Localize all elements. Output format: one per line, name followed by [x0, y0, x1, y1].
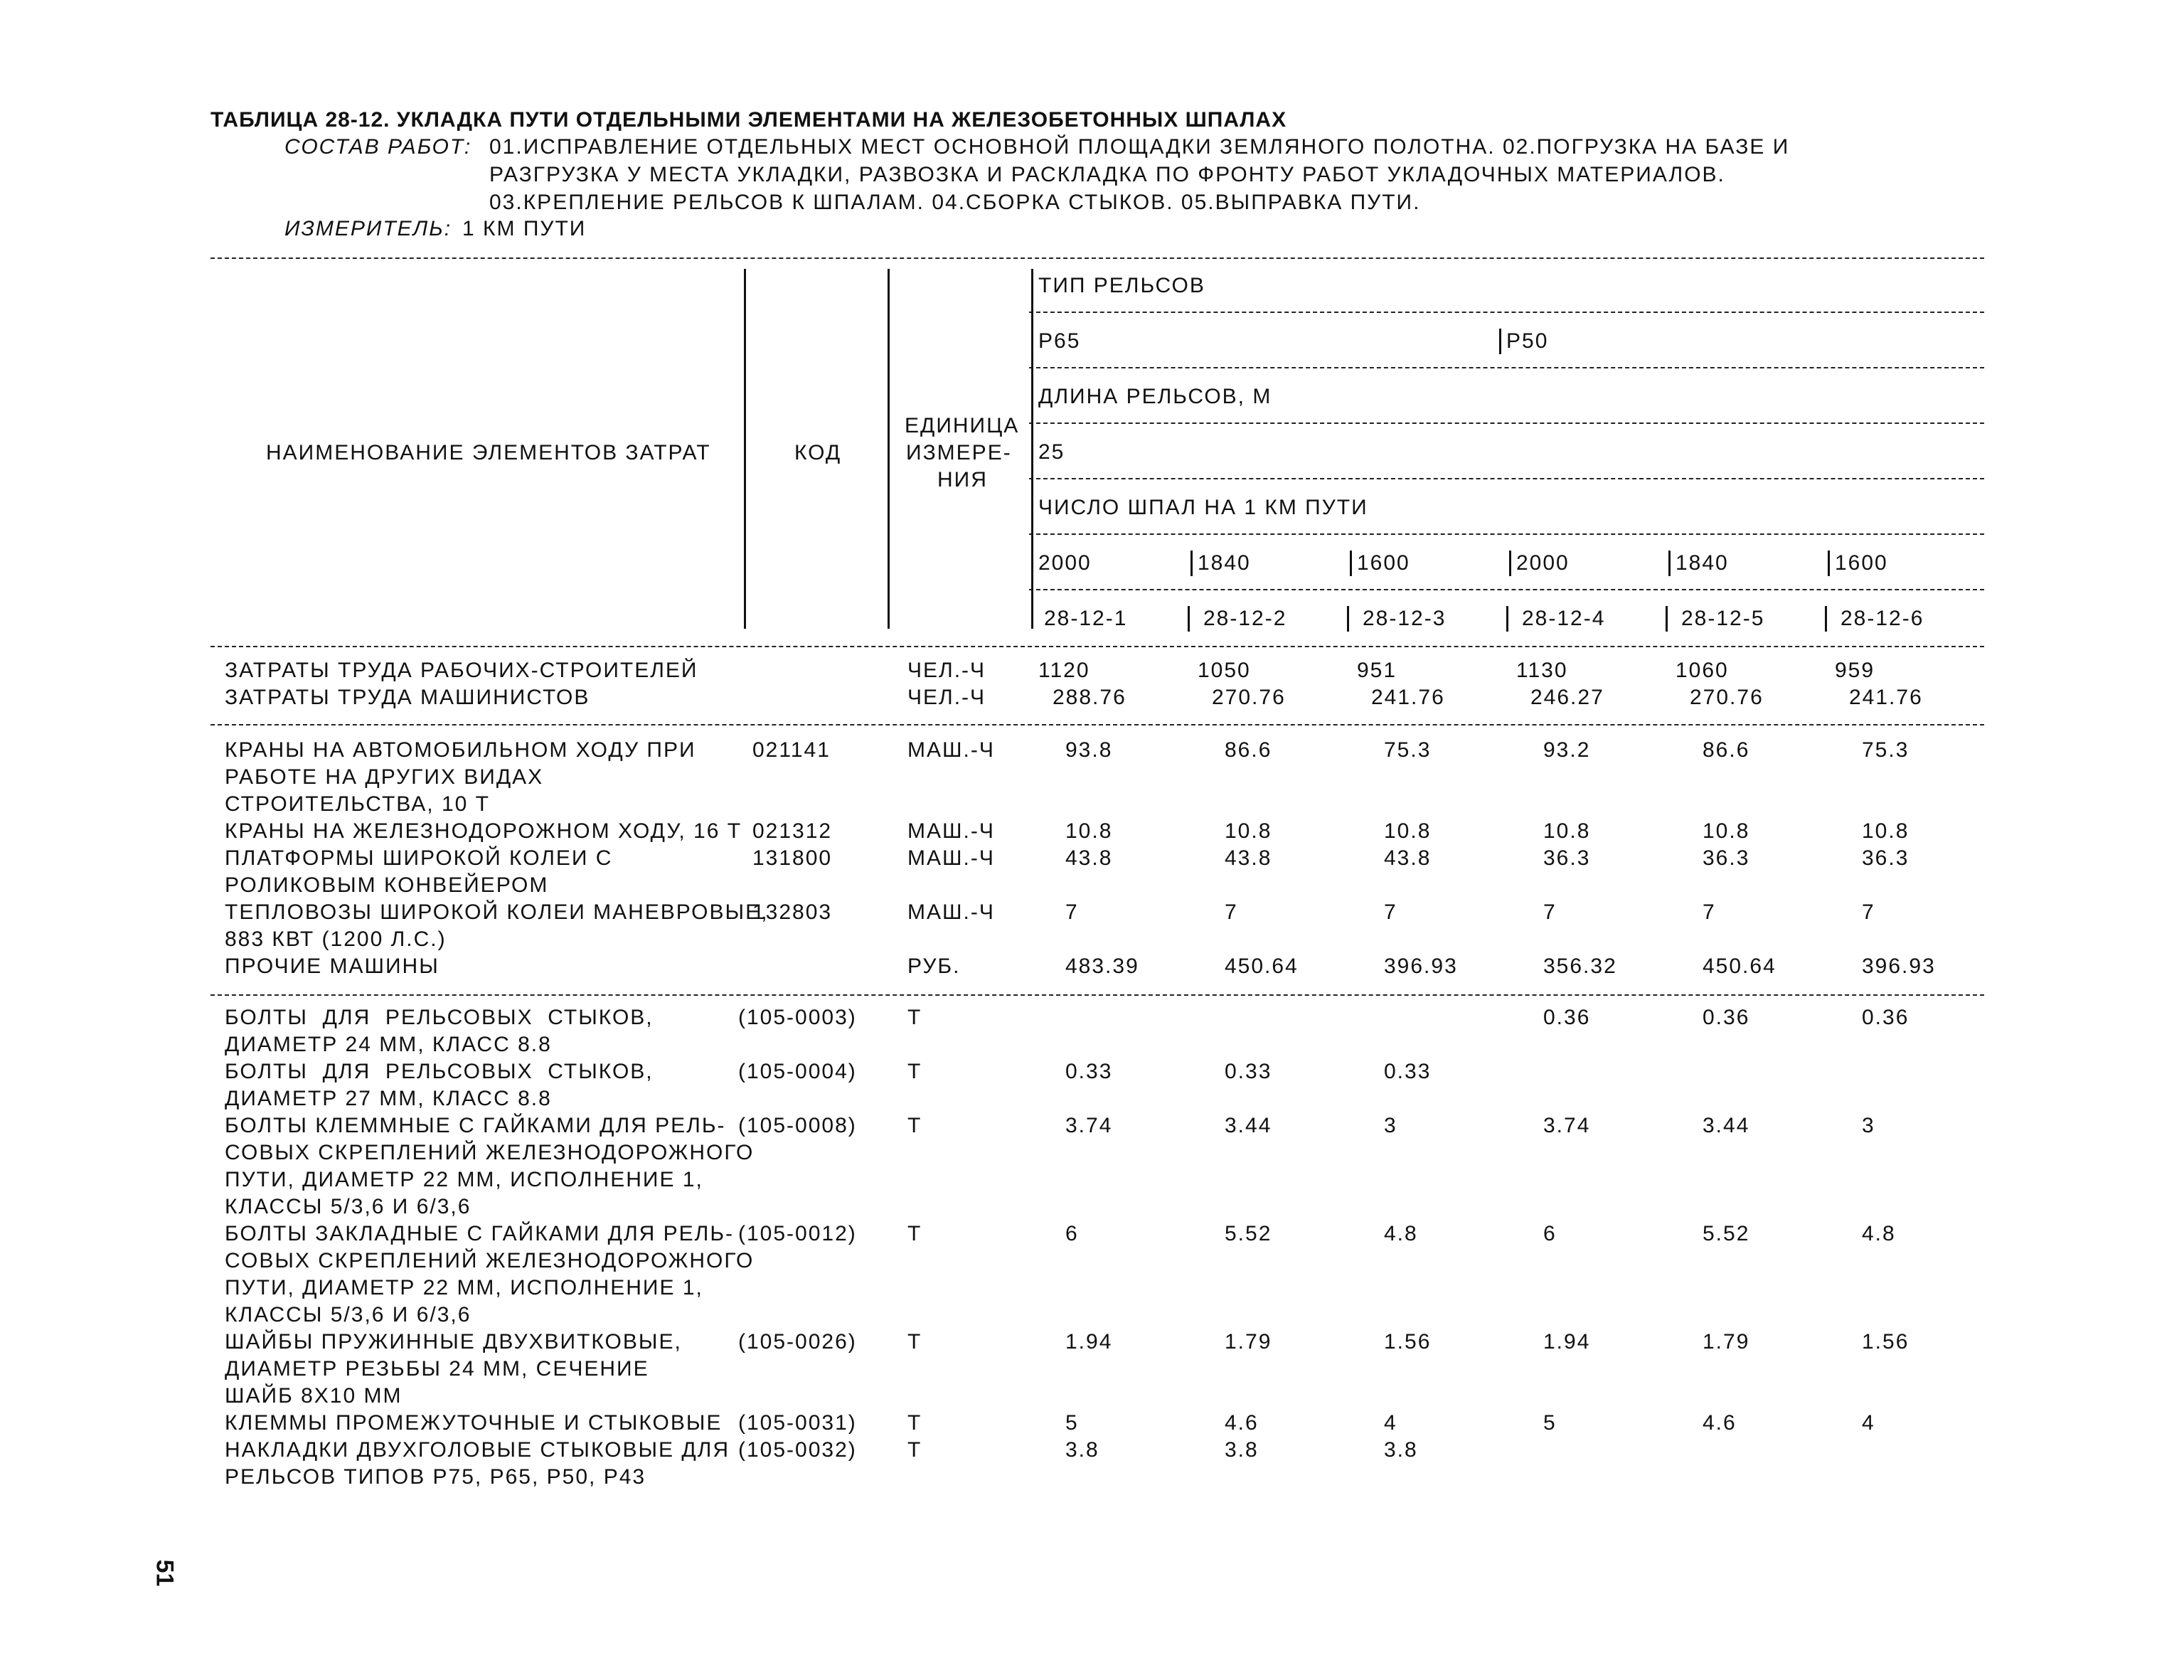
materials-row-code: (105-0012) [738, 1222, 857, 1245]
machines-row-name-line: КРАНЫ НА ЖЕЛЕЗНОДОРОЖНОМ ХОДУ, 16 Т [225, 819, 742, 843]
top-rule [211, 257, 1984, 259]
machines-value-cell: 10.8 [1543, 819, 1591, 843]
labor-bottom-rule [211, 724, 1984, 725]
machines-row-unit: МАШ.-Ч [907, 819, 995, 843]
machines-value-cell: 356.32 [1543, 955, 1617, 978]
materials-value-cell: 6 [1065, 1222, 1079, 1245]
materials-value-cell: 5 [1543, 1411, 1557, 1435]
code-divider [1347, 606, 1349, 632]
machines-value-cell: 10.8 [1862, 819, 1909, 843]
materials-value-cell: 0.33 [1065, 1060, 1113, 1083]
machines-row-name-line: КРАНЫ НА АВТОМОБИЛЬНОМ ХОДУ ПРИ [225, 738, 696, 762]
materials-value-cell: 6 [1543, 1222, 1557, 1245]
materials-row-code: (105-0031) [738, 1411, 857, 1435]
materials-row-code: (105-0008) [738, 1114, 857, 1137]
machines-bottom-rule [211, 994, 1984, 996]
unit-column-header-3: НИЯ [937, 468, 988, 491]
labor-row-unit: ЧЕЛ.-Ч [907, 686, 986, 709]
materials-value-cell: 1.94 [1543, 1330, 1591, 1354]
materials-row-unit: Т [907, 1438, 922, 1462]
header-bottom-rule [211, 646, 1984, 647]
page-number: 51 [151, 1559, 179, 1587]
machines-value-cell: 86.6 [1703, 738, 1750, 762]
materials-value-cell: 3 [1384, 1114, 1397, 1137]
machines-row-name-line: ПЛАТФОРМЫ ШИРОКОЙ КОЛЕИ С [225, 846, 613, 870]
machines-value-cell: 396.93 [1384, 955, 1458, 978]
materials-row-code: (105-0026) [738, 1330, 857, 1354]
sleepers-header: ЧИСЛО ШПАЛ НА 1 КМ ПУТИ [1038, 496, 1368, 519]
materials-row-name-line: БОЛТЫ ЗАКЛАДНЫЕ С ГАЙКАМИ ДЛЯ РЕЛЬ- [225, 1222, 735, 1245]
labor-value-cell: 951 [1357, 659, 1397, 682]
machines-row-name-line: 883 КВТ (1200 Л.С.) [225, 927, 447, 951]
labor-value-cell: 241.76 [1849, 686, 1923, 709]
machines-value-cell: 7 [1225, 900, 1238, 924]
materials-row-name-line: БОЛТЫ ДЛЯ РЕЛЬСОВЫХ СТЫКОВ, [225, 1006, 654, 1029]
header-divider-unit [888, 269, 890, 629]
machines-row-code: 132803 [752, 900, 833, 924]
machines-value-cell: 93.8 [1065, 738, 1113, 762]
materials-row-name-line: РЕЛЬСОВ ТИПОВ Р75, Р65, Р50, Р43 [225, 1465, 646, 1489]
composition-line-3: 03.КРЕПЛЕНИЕ РЕЛЬСОВ К ШПАЛАМ. 04.СБОРКА СТЫКОВ. 05.ВЫПРАВКА ПУТИ. [489, 191, 1421, 214]
sleeper-count-cell: 2000 [1516, 551, 1570, 575]
rail-p65-header: Р65 [1038, 329, 1081, 353]
code-divider [1666, 606, 1668, 632]
materials-row-name-line: ШАЙБЫ ПРУЖИННЫЕ ДВУХВИТКОВЫЕ, [225, 1330, 682, 1354]
labor-value-cell: 246.27 [1530, 686, 1604, 709]
materials-value-cell: 0.36 [1703, 1006, 1750, 1029]
labor-value-cell: 1050 [1198, 659, 1251, 682]
materials-row-name-line: ПУТИ, ДИАМЕТР 22 ММ, ИСПОЛНЕНИЕ 1, [225, 1276, 703, 1299]
header-rule-5 [1029, 533, 1984, 535]
sleeper-divider [1350, 551, 1352, 576]
materials-row-unit: Т [907, 1330, 922, 1354]
labor-row-unit: ЧЕЛ.-Ч [907, 659, 986, 682]
sleeper-count-cell: 2000 [1038, 551, 1092, 575]
materials-value-cell: 3.44 [1703, 1114, 1750, 1137]
header-rule-3 [1029, 422, 1984, 424]
machines-row-code: 131800 [752, 846, 833, 870]
rail-length-header: ДЛИНА РЕЛЬСОВ, М [1038, 385, 1272, 408]
materials-row-name-line: ШАЙБ 8Х10 ММ [225, 1384, 403, 1408]
materials-value-cell: 1.56 [1862, 1330, 1909, 1354]
machines-value-cell: 7 [1543, 900, 1557, 924]
labor-value-cell: 270.76 [1690, 686, 1764, 709]
materials-value-cell: 0.33 [1225, 1060, 1272, 1083]
labor-value-cell: 270.76 [1212, 686, 1286, 709]
materials-value-cell: 3.8 [1225, 1438, 1259, 1462]
machines-value-cell: 36.3 [1703, 846, 1750, 870]
labor-value-cell: 1120 [1038, 659, 1090, 682]
materials-value-cell: 0.33 [1384, 1060, 1432, 1083]
machines-value-cell: 10.8 [1065, 819, 1113, 843]
materials-row-name-line: СОВЫХ СКРЕПЛЕНИЙ ЖЕЛЕЗНОДОРОЖНОГО [225, 1249, 755, 1272]
materials-value-cell: 4 [1384, 1411, 1397, 1435]
header-rule-1 [1029, 312, 1984, 313]
materials-value-cell: 1.79 [1225, 1330, 1272, 1354]
table-title: ТАБЛИЦА 28-12. УКЛАДКА ПУТИ ОТДЕЛЬНЫМИ ЭЛЕМЕНТАМИ НА ЖЕЛЕЗОБЕТОННЫХ ШПАЛАХ [211, 108, 1287, 132]
header-divider-code [744, 269, 746, 629]
column-code-cell: 28-12-1 [1044, 607, 1128, 630]
sleeper-count-cell: 1840 [1198, 551, 1251, 575]
machines-value-cell: 450.64 [1225, 955, 1299, 978]
machines-value-cell: 75.3 [1862, 738, 1909, 762]
machines-value-cell: 93.2 [1543, 738, 1591, 762]
materials-row-name-line: КЛАССЫ 5/3,6 И 6/3,6 [225, 1195, 472, 1218]
materials-row-code: (105-0004) [738, 1060, 857, 1083]
machines-row-code: 021312 [752, 819, 833, 843]
materials-value-cell: 5 [1065, 1411, 1079, 1435]
sleeper-count-cell: 1600 [1357, 551, 1410, 575]
column-code-cell: 28-12-5 [1681, 607, 1765, 630]
machines-row-name-line: РАБОТЕ НА ДРУГИХ ВИДАХ [225, 765, 544, 789]
machines-value-cell: 43.8 [1225, 846, 1272, 870]
machines-row-unit: МАШ.-Ч [907, 900, 995, 924]
sleeper-divider [1190, 551, 1193, 576]
materials-row-name-line: ПУТИ, ДИАМЕТР 22 ММ, ИСПОЛНЕНИЕ 1, [225, 1168, 703, 1191]
header-rule-6 [1029, 589, 1984, 590]
machines-value-cell: 75.3 [1384, 738, 1432, 762]
machines-value-cell: 10.8 [1225, 819, 1272, 843]
materials-value-cell: 3.8 [1065, 1438, 1099, 1462]
machines-row-name-line: РОЛИКОВЫМ КОНВЕЙЕРОМ [225, 873, 549, 897]
machines-row-unit: РУБ. [907, 955, 961, 978]
materials-row-unit: Т [907, 1222, 922, 1245]
machines-value-cell: 7 [1384, 900, 1397, 924]
materials-value-cell: 4 [1862, 1411, 1875, 1435]
code-divider [1825, 606, 1827, 632]
header-rule-2 [1029, 367, 1984, 368]
materials-row-name-line: НАКЛАДКИ ДВУХГОЛОВЫЕ СТЫКОВЫЕ ДЛЯ [225, 1438, 730, 1462]
sleeper-count-cell: 1600 [1835, 551, 1888, 575]
code-divider [1506, 606, 1508, 632]
column-code-cell: 28-12-4 [1522, 607, 1606, 630]
materials-value-cell: 1.94 [1065, 1330, 1113, 1354]
sleeper-divider [1668, 551, 1671, 576]
code-divider [1188, 606, 1190, 632]
machines-value-cell: 43.8 [1065, 846, 1113, 870]
materials-value-cell: 3.74 [1065, 1114, 1113, 1137]
sleeper-divider [1828, 551, 1830, 576]
materials-value-cell: 4.8 [1862, 1222, 1896, 1245]
materials-value-cell: 4.6 [1703, 1411, 1737, 1435]
materials-row-name-line: ДИАМЕТР 27 ММ, КЛАСС 8.8 [225, 1087, 552, 1110]
materials-value-cell: 4.8 [1384, 1222, 1418, 1245]
sleeper-divider [1509, 551, 1511, 576]
machines-value-cell: 10.8 [1703, 819, 1750, 843]
composition-label: СОСТАВ РАБОТ: [284, 135, 472, 159]
sleeper-divider [1031, 551, 1033, 576]
materials-row-code: (105-0003) [738, 1006, 857, 1029]
measure-value: 1 КМ ПУТИ [462, 217, 587, 240]
materials-value-cell: 1.56 [1384, 1330, 1432, 1354]
labor-row-name: ЗАТРАТЫ ТРУДА РАБОЧИХ-СТРОИТЕЛЕЙ [225, 659, 698, 682]
materials-value-cell: 3.74 [1543, 1114, 1591, 1137]
materials-row-unit: Т [907, 1060, 922, 1083]
machines-value-cell: 36.3 [1862, 846, 1909, 870]
machines-row-unit: МАШ.-Ч [907, 738, 995, 762]
materials-value-cell: 5.52 [1703, 1222, 1750, 1245]
materials-value-cell: 4.6 [1225, 1411, 1259, 1435]
materials-value-cell: 3.44 [1225, 1114, 1272, 1137]
materials-value-cell: 0.36 [1862, 1006, 1909, 1029]
materials-row-name-line: СОВЫХ СКРЕПЛЕНИЙ ЖЕЛЕЗНОДОРОЖНОГО [225, 1141, 755, 1164]
composition-line-2: РАЗГРУЗКА У МЕСТА УКЛАДКИ, РАЗВОЗКА И РАСКЛАДКА ПО ФРОНТУ РАБОТ УКЛАДОЧНЫХ МАТЕРИАЛОВ. [489, 163, 1725, 186]
length-value: 25 [1038, 440, 1065, 464]
materials-row-name-line: БОЛТЫ ДЛЯ РЕЛЬСОВЫХ СТЫКОВ, [225, 1060, 654, 1083]
labor-value-cell: 1130 [1516, 659, 1568, 682]
materials-row-name-line: КЛАССЫ 5/3,6 И 6/3,6 [225, 1303, 472, 1327]
materials-value-cell: 3 [1862, 1114, 1875, 1137]
machines-row-name-line: ТЕПЛОВОЗЫ ШИРОКОЙ КОЛЕИ МАНЕВРОВЫЕ, [225, 900, 769, 924]
column-code-cell: 28-12-2 [1203, 607, 1287, 630]
machines-value-cell: 43.8 [1384, 846, 1432, 870]
machines-value-cell: 396.93 [1862, 955, 1936, 978]
machines-row-unit: МАШ.-Ч [907, 846, 995, 870]
machines-value-cell: 483.39 [1065, 955, 1139, 978]
materials-row-name-line: БОЛТЫ КЛЕММНЫЕ С ГАЙКАМИ ДЛЯ РЕЛЬ- [225, 1114, 726, 1137]
machines-row-code: 021141 [752, 738, 831, 762]
machines-value-cell: 450.64 [1703, 955, 1777, 978]
materials-value-cell: 5.52 [1225, 1222, 1272, 1245]
materials-value-cell: 0.36 [1543, 1006, 1591, 1029]
unit-column-header-1: ЕДИНИЦА [905, 414, 1020, 437]
materials-row-unit: Т [907, 1006, 922, 1029]
sleeper-count-cell: 1840 [1676, 551, 1729, 575]
measure-label: ИЗМЕРИТЕЛЬ: [284, 217, 452, 240]
labor-row-name: ЗАТРАТЫ ТРУДА МАШИНИСТОВ [225, 686, 590, 709]
materials-row-name-line: КЛЕММЫ ПРОМЕЖУТОЧНЫЕ И СТЫКОВЫЕ [225, 1411, 723, 1435]
labor-value-cell: 959 [1835, 659, 1875, 682]
materials-row-unit: Т [907, 1411, 922, 1435]
rail-p50-header: Р50 [1506, 329, 1549, 353]
machines-row-name-line: СТРОИТЕЛЬСТВА, 10 Т [225, 792, 491, 816]
header-rule-4 [1029, 478, 1984, 479]
labor-value-cell: 241.76 [1371, 686, 1445, 709]
composition-line-1: 01.ИСПРАВЛЕНИЕ ОТДЕЛЬНЫХ МЕСТ ОСНОВНОЙ ПЛОЩАДКИ ЗЕМЛЯНОГО ПОЛОТНА. 02.ПОГРУЗКА НА БАЗЕ И [489, 135, 1790, 159]
machines-row-name-line: ПРОЧИЕ МАШИНЫ [225, 955, 440, 978]
materials-row-name-line: ДИАМЕТР РЕЗЬБЫ 24 ММ, СЕЧЕНИЕ [225, 1357, 649, 1381]
labor-value-cell: 1060 [1676, 659, 1729, 682]
machines-value-cell: 7 [1862, 900, 1875, 924]
materials-row-code: (105-0032) [738, 1438, 857, 1462]
materials-row-name-line: ДИАМЕТР 24 ММ, КЛАСС 8.8 [225, 1033, 552, 1056]
materials-row-unit: Т [907, 1114, 922, 1137]
rail-type-header: ТИП РЕЛЬСОВ [1038, 274, 1205, 297]
column-code-cell: 28-12-3 [1363, 607, 1447, 630]
machines-value-cell: 7 [1703, 900, 1716, 924]
machines-value-cell: 36.3 [1543, 846, 1591, 870]
unit-column-header-2: ИЗМЕРЕ- [906, 441, 1012, 464]
machines-value-cell: 10.8 [1384, 819, 1432, 843]
materials-value-cell: 3.8 [1384, 1438, 1418, 1462]
materials-value-cell: 1.79 [1703, 1330, 1750, 1354]
name-column-header: НАИМЕНОВАНИЕ ЭЛЕМЕНТОВ ЗАТРАТ [266, 441, 711, 464]
machines-value-cell: 86.6 [1225, 738, 1272, 762]
labor-value-cell: 288.76 [1053, 686, 1126, 709]
machines-value-cell: 7 [1065, 900, 1079, 924]
column-code-cell: 28-12-6 [1841, 607, 1924, 630]
code-column-header: КОД [794, 441, 842, 464]
p50-divider [1499, 329, 1501, 354]
